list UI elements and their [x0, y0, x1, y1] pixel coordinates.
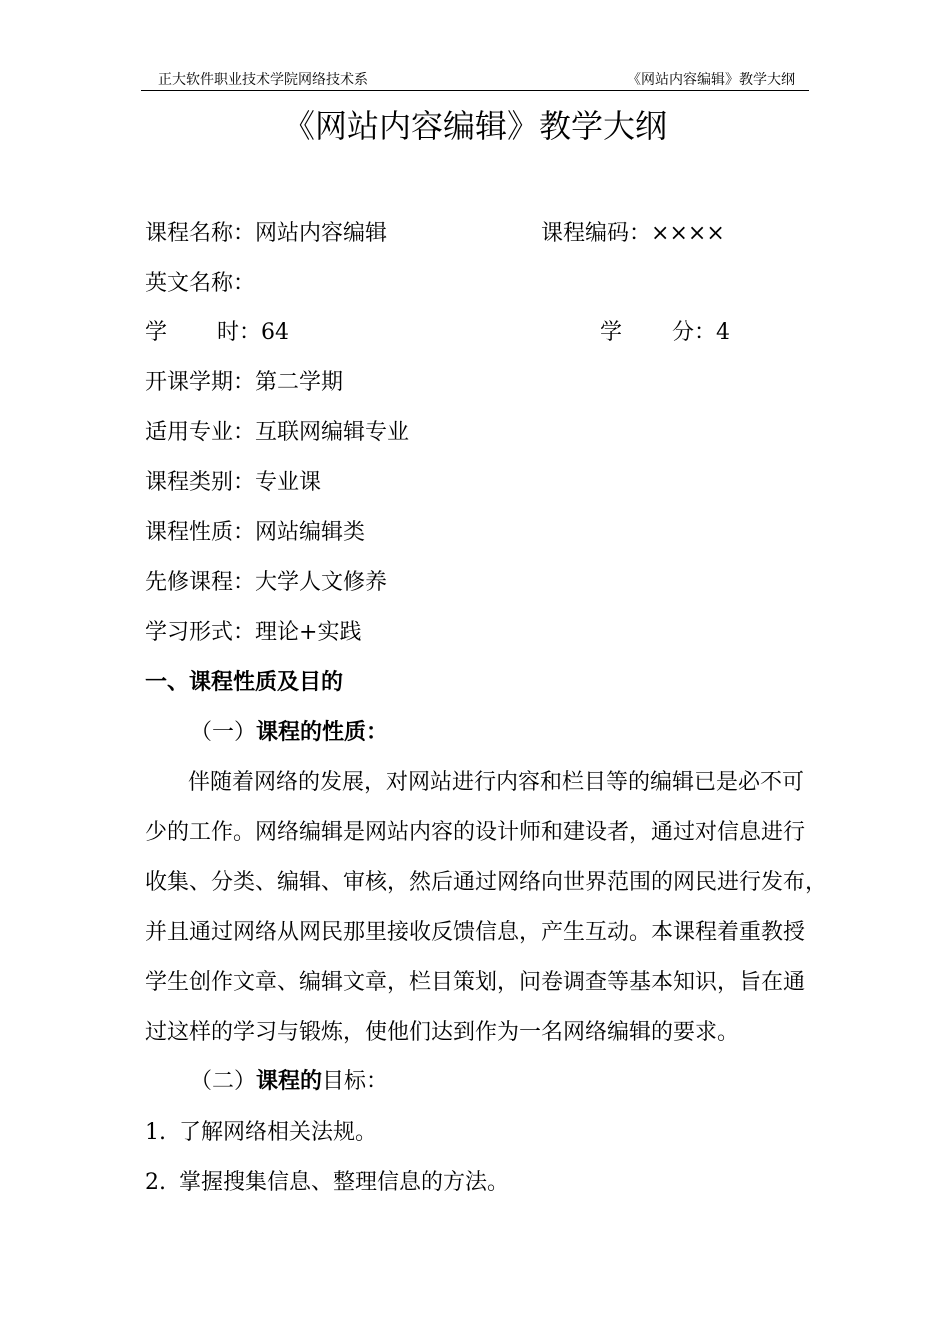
- prerequisite-value: 大学人文修养: [255, 570, 388, 595]
- credits-label-char1: 学: [600, 320, 623, 345]
- hours-row: [145, 318, 289, 348]
- hours-label-char1: 学: [145, 320, 168, 345]
- prerequisite-row: [145, 568, 387, 598]
- hours-label-char2: 时：: [217, 320, 262, 345]
- paragraph-line-4: 并且通过网络从网民那里接收反馈信息，产生互动。本课程着重教授: [145, 920, 806, 945]
- subsection-1-prefix: （一）: [190, 720, 257, 745]
- course-name-value: 网站内容编辑: [255, 221, 388, 246]
- course-name-label: 课程名称：: [145, 221, 256, 246]
- subsection-2-heading: [190, 1067, 388, 1097]
- subsection-1-heading: [190, 718, 388, 748]
- study-form-label: 学习形式：: [145, 620, 256, 645]
- major-value: 互联网编辑专业: [255, 420, 410, 445]
- subsection-2-title-rest: 目标：: [322, 1069, 389, 1094]
- credits-row: [600, 318, 730, 348]
- paragraph-line-3: 收集、分类、编辑、审核，然后通过网络向世界范围的网民进行发布，: [145, 870, 828, 895]
- paragraph-line-6: 过这样的学习与锻炼，使他们达到作为一名网络编辑的要求。: [145, 1020, 740, 1045]
- semester-value: 第二学期: [255, 370, 344, 395]
- study-form-row: [145, 618, 361, 648]
- page-header-right: 《网站内容编辑》教学大纲: [627, 72, 795, 88]
- credits-label-char2: 分：: [672, 320, 717, 345]
- course-code-label: 课程编码：: [541, 221, 652, 246]
- page-header-left: 正大软件职业技术学院网络技术系: [158, 72, 368, 88]
- paragraph-line-5: 学生创作文章、编辑文章，栏目策划，问卷调查等基本知识，旨在通: [145, 970, 806, 995]
- category-row: [145, 468, 321, 498]
- course-code-value: ××××: [651, 221, 725, 246]
- course-name-row: [145, 219, 387, 249]
- paragraph-line-1: 伴随着网络的发展，对网站进行内容和栏目等的编辑已是必不可: [188, 770, 805, 795]
- nature-row: [145, 518, 365, 548]
- paragraph-line-2: 少的工作。网络编辑是网站内容的设计师和建设者，通过对信息进行: [145, 820, 806, 845]
- subsection-2-prefix: （二）: [190, 1069, 257, 1094]
- course-code-row: [541, 219, 725, 249]
- credits-value: 4: [716, 320, 731, 345]
- goal-number: 2.: [145, 1170, 166, 1195]
- semester-label: 开课学期：: [145, 370, 256, 395]
- header-rule: [141, 90, 809, 91]
- goal-item: [145, 1168, 509, 1198]
- semester-row: [145, 368, 343, 398]
- goal-text: 了解网络相关法规。: [179, 1120, 378, 1145]
- document-title: 《网站内容编辑》教学大纲: [282, 107, 667, 145]
- nature-value: 网站编辑类: [255, 520, 366, 545]
- nature-label: 课程性质：: [145, 520, 256, 545]
- goal-text: 掌握搜集信息、整理信息的方法。: [179, 1170, 510, 1195]
- subsection-2-title-bold: 课程的: [256, 1069, 323, 1094]
- goal-number: 1.: [145, 1120, 166, 1145]
- prerequisite-label: 先修课程：: [145, 570, 256, 595]
- goal-item: [145, 1118, 377, 1148]
- english-name-row: [145, 269, 255, 299]
- english-name-label: 英文名称：: [145, 271, 256, 296]
- major-row: [145, 418, 409, 448]
- category-value: 专业课: [255, 470, 322, 495]
- section-heading: 一、课程性质及目的: [145, 670, 344, 695]
- category-label: 课程类别：: [145, 470, 256, 495]
- subsection-1-title: 课程的性质：: [256, 720, 389, 745]
- study-form-value: 理论+实践: [255, 620, 362, 645]
- major-label: 适用专业：: [145, 420, 256, 445]
- hours-value: 64: [261, 320, 290, 345]
